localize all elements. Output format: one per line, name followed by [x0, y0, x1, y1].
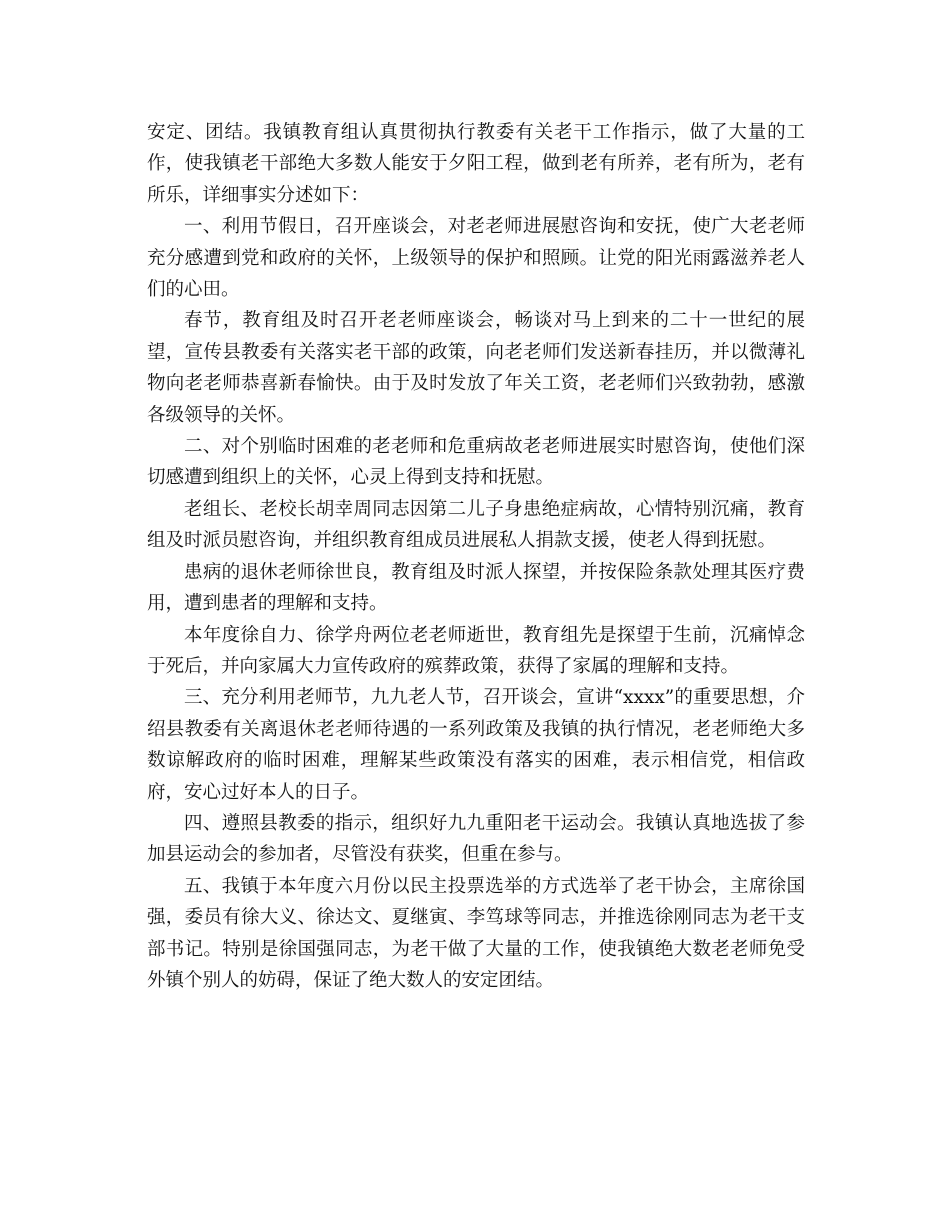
paragraph-9: 四、遵照县教委的指示，组织好九九重阳老干运动会。我镇认真地选拔了参加县运动会的参加者，尽管没有获奖，但重在参与。: [147, 812, 805, 866]
paragraph-4: 二、对个别临时困难的老老师和危重病故老老师进展实时慰咨询，使他们深切感遭到组织上的关怀，心灵上得到支持和抚慰。: [147, 436, 805, 489]
paragraph-7: 本年度徐自力、徐学舟两位老老师逝世，教育组先是探望于生前，沉痛悼念于死后，并向家属大力宣传政府的殡葬政策，获得了家属的理解和支持。: [147, 624, 805, 677]
paragraph-5: 老组长、老校长胡幸周同志因第二儿子身患绝症病故，心情特别沉痛，教育组及时派员慰咨询，并组织教育组成员进展私人捐款支援，使老人得到抚慰。: [147, 498, 805, 552]
paragraph-8: 三、充分利用老师节，九九老人节，召开谈会，宣讲“xxxx”的重要思想，介绍县教委有关离退休老老师待遇的一系列政策及我镇的执行情况，老老师绝大多数谅解政府的临时困难，理解某些政策没有落实的困难，表示相信党，相信政府，安心过好本人的日子。: [147, 687, 805, 803]
paragraph-6: 患病的退休老师徐世良，教育组及时派人探望，并按保险条款处理其医疗费用，遭到患者的理解和支持。: [147, 561, 805, 615]
paragraph-2: 一、利用节假日，召开座谈会，对老老师进展慰咨询和安抚，使广大老老师充分感遭到党和政府的关怀，上级领导的保护和照顾。让党的阳光雨露滋养老人们的心田。: [147, 216, 805, 301]
paragraph-3: 春节，教育组及时召开老老师座谈会，畅谈对马上到来的二十一世纪的展望，宣传县教委有关落实老干部的政策，向老老师们发送新春挂历，并以微薄礼物向老老师恭喜新春愉快。由于及时发放了年关工资，老老师们兴致勃勃，感激各级领导的关怀。: [147, 310, 805, 426]
paragraph-10: 五、我镇于本年度六月份以民主投票选举的方式选举了老干协会，主席徐国强，委员有徐大义、徐达文、夏继寅、李笃球等同志，并推选徐刚同志为老干支部书记。特别是徐国强同志，为老干做了大量的工作，使我镇绝大数老老师免受外镇个别人的妨碍，保证了绝大数人的安定团结。: [147, 875, 805, 991]
paragraph-1: 安定、团结。我镇教育组认真贯彻执行教委有关老干工作指示，做了大量的工作，使我镇老干部绝大多数人能安于夕阳工程，做到老有所养，老有所为，老有所乐，详细事实分述如下：: [147, 122, 805, 206]
